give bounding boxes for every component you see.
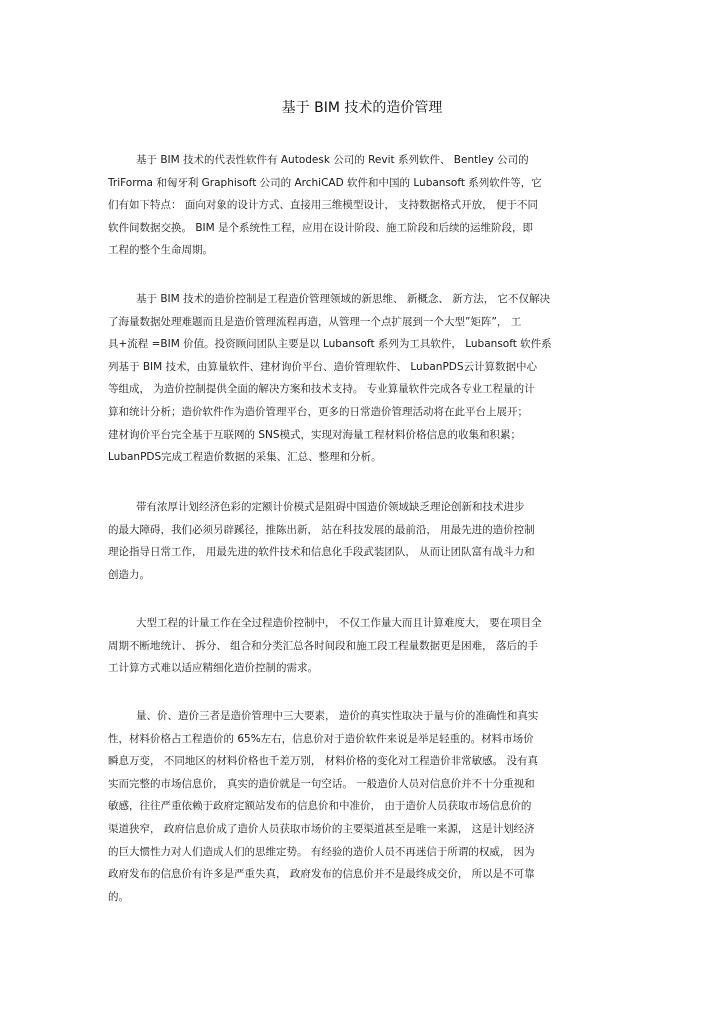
paragraph-4 (108, 612, 616, 680)
paragraph-line: 带有浓厚计划经济色彩的定额计价模式是阻碍中国造价领域缺乏理论创新和技术进步 (136, 501, 525, 513)
paragraph-line: 理论指导日常工作， 用最先进的软件技术和信息化手段武装团队， 从而让团队富有战斗力和 (108, 546, 535, 559)
paragraph-5 (108, 705, 616, 908)
paragraph-line: 敏感，往往严重依赖于政府定额站发布的信息价和中准价， 由于造价人员获取市场信息价的 (108, 800, 532, 813)
paragraph-line: 算和统计分析；造价软件作为造价管理平台，更多的日常造价管理活动将在此平台上展开； (108, 405, 528, 418)
paragraph-line: 性，材料价格占工程造价的 65%左右，信息价对于造价软件来说是举足轻重的。材料市场价 (108, 732, 534, 745)
paragraph-line: TriForma 和匈牙利 Graphisoft 公司的 ArchiCAD 软件和中国的 Lubansoft 系列软件等，它 (108, 176, 542, 189)
paragraph-line: 政府发布的信息价有许多是严重失真， 政府发布的信息价并不是最终成交价， 所以是不可靠 (108, 868, 535, 881)
paragraph-line: 们有如下特点： 面向对象的设计方式、直接用三维模型设计， 支持数据格式开放， 便于不同 (108, 199, 539, 212)
paragraph-line: 具+流程 =BIM 价值。投资顾问团队主要是以 Lubansoft 系列为工具软件， Lubansoft 软件系 (108, 338, 552, 351)
paragraph-line: 的巨大惯性力对人们造成人们的思维定势。 有经验的造价人员不再迷信于所谓的权威， 因为 (108, 845, 535, 858)
paragraph-line: 实而完整的市场信息价， 真实的造价就是一句空话。 一般造价人员对信息价并不十分重视和 (108, 777, 535, 790)
paragraph-line: 基于 BIM 技术的造价控制是工程造价管理领域的新思维、 新概念、 新方法， 它不仅解决 (136, 293, 551, 305)
paragraph-line: 工计算方式难以适应精细化造价控制的需求。 (108, 662, 318, 675)
paragraph-line: 周期不断地统计、 拆分、 组合和分类汇总各时间段和施工段工程量数据更是困难， 落后的手 (108, 639, 539, 652)
paragraph-line: 等组成， 为造价控制提供全面的解决方案和技术支持。 专业算量软件完成各专业工程量的计 (108, 383, 535, 396)
paragraph-line: 了海量数据处理难题而且是造价管理流程再造，从管理一个点扩展到一个大型”矩阵”， 工 (108, 315, 522, 328)
paragraph-3 (108, 496, 616, 586)
paragraph-line: 的最大障碍，我们必须另辟蹊径，推陈出新， 站在科技发展的最前沿， 用最先进的造价控制 (108, 523, 535, 536)
paragraph-line: 列基于 BIM 技术，由算量软件、建材询价平台、造价管理软件、 LubanPDS云计算数据中心 (108, 360, 538, 373)
paragraph-line: 创造力。 (108, 568, 150, 581)
paragraph-line: 工程的整个生命周期。 (108, 244, 213, 257)
paragraph-line: LubanPDS完成工程造价数据的采集、汇总、整理和分析。 (108, 451, 382, 464)
paragraph-line: 基于 BIM 技术的代表性软件有 Autodesk 公司的 Revit 系列软件、 Bentley 公司的 (136, 154, 529, 166)
paragraph-line: 大型工程的计量工作在全过程造价控制中， 不仅工作量大而且计算难度大， 要在项目全 (136, 617, 542, 629)
paragraph-2 (108, 288, 616, 469)
paragraph-1 (108, 149, 616, 262)
paragraph-line: 软件间数据交换。 BIM 是个系统性工程，应用在设计阶段、施工阶段和后续的运维阶段，即 (108, 221, 534, 234)
paragraph-line: 渠道狭窄， 政府信息价成了造价人员获取市场价的主要渠道甚至是唯一来源， 这是计划经济 (108, 822, 535, 835)
paragraph-line: 建材询价平台完全基于互联网的 SNS模式，实现对海量工程材料价格信息的收集和积累； (108, 428, 522, 441)
document-title: 基于 BIM 技术的造价管理 (281, 100, 443, 116)
paragraph-line: 瞬息万变， 不同地区的材料价格也千差万别， 材料价格的变化对工程造价非常敏感。 没有真 (108, 755, 539, 768)
paragraph-line: 的。 (108, 890, 129, 903)
paragraph-line: 量、价、造价三者是造价管理中三大要素， 造价的真实性取决于量与价的准确性和真实 (136, 710, 539, 722)
